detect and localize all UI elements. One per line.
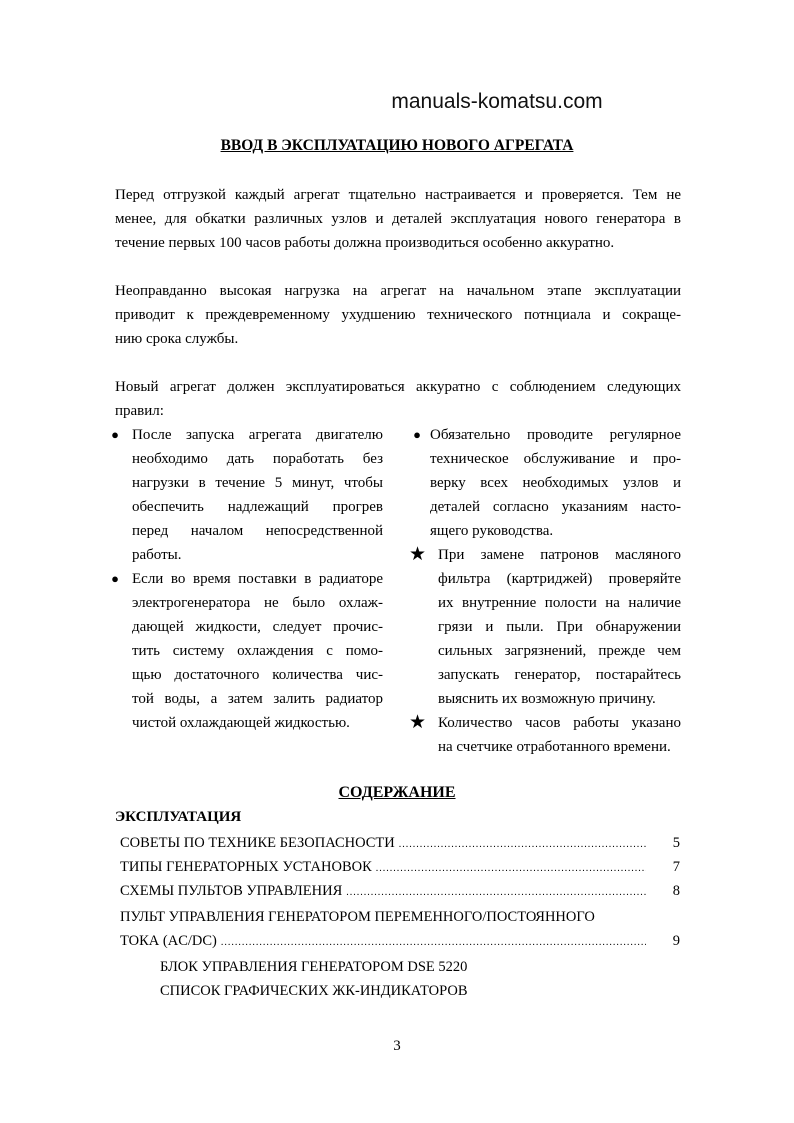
- text-line: на счетчике отработанного времени.: [438, 739, 671, 755]
- toc-entry[interactable]: [120, 831, 680, 857]
- text-line: сильных загрязнений, прежде чем: [438, 643, 681, 659]
- toc-entry[interactable]: [120, 855, 680, 881]
- text-line: обеспечить надлежащий прогрев: [132, 499, 383, 515]
- toc-entry-text: ТОКА (AC/DC): [120, 933, 217, 949]
- text-line: выяснить их возможную причину.: [438, 691, 656, 707]
- text-line: нию срока службы.: [115, 331, 239, 347]
- toc-leader: [221, 931, 646, 955]
- text-line: верку всех необходимых узлов и: [430, 475, 681, 491]
- text-line: После запуска агрегата двигателю: [132, 427, 383, 443]
- toc-subentry[interactable]: СПИСОК ГРАФИЧЕСКИХ ЖК-ИНДИКАТОРОВ: [160, 983, 468, 999]
- text-line: Неоправданно высокая нагрузка на агрегат на начальном этапе эксплуатации: [115, 283, 681, 299]
- text-line: менее, для обкатки различных узлов и деталей эксплуатация нового генератора в: [115, 211, 681, 227]
- page-title: ВВОД В ЭКСПЛУАТАЦИЮ НОВОГО АГРЕГАТА: [220, 137, 574, 154]
- toc-leader: [376, 857, 646, 881]
- text-line: тить систему охлаждения с помо-: [132, 643, 383, 659]
- text-line: необходимо дать поработать без: [132, 451, 383, 467]
- text-line: Обязательно проводите регулярное: [430, 427, 681, 443]
- text-line: Перед отгрузкой каждый агрегат тщательно настраивается и проверяется. Тем не: [115, 187, 681, 203]
- text-line: дающей жидкости, следует прочис-: [132, 619, 383, 635]
- text-line: Если во время поставки в радиаторе: [132, 571, 383, 587]
- text-line: их внутренние полости на наличие: [438, 595, 681, 611]
- toc-page: 7: [672, 859, 680, 875]
- text-line: электрогенератора не было охлаж-: [132, 595, 383, 611]
- bullet-icon: ●: [413, 427, 421, 442]
- text-line: техническое обслуживание и про-: [430, 451, 681, 467]
- toc-entry-text: ПУЛЬТ УПРАВЛЕНИЯ ГЕНЕРАТОРОМ ПЕРЕМЕННОГО/ПОСТОЯННОГО: [120, 909, 595, 925]
- text-line: той воды, а затем залить радиатор: [132, 691, 383, 707]
- text-line: работы.: [132, 547, 182, 563]
- toc-entry-long-line1[interactable]: [120, 905, 680, 929]
- star-icon: ★: [409, 544, 427, 565]
- text-line: запускать генератор, постарайтесь: [438, 667, 681, 683]
- toc-entry-text: СОВЕТЫ ПО ТЕХНИКЕ БЕЗОПАСНОСТИ: [120, 835, 395, 851]
- text-line: грязи и пыли. При обнаружении: [438, 619, 681, 635]
- toc-leader: [346, 881, 646, 905]
- text-line: чистой охлаждающей жидкостью.: [132, 715, 350, 731]
- toc-page: 5: [672, 835, 680, 851]
- toc-entry[interactable]: [120, 879, 680, 905]
- bullet-icon: ●: [111, 427, 119, 442]
- text-line: ящего руководства.: [430, 523, 554, 539]
- toc-page: 8: [672, 883, 680, 899]
- page-number: 3: [393, 1038, 401, 1054]
- toc-entry-text: ТИПЫ ГЕНЕРАТОРНЫХ УСТАНОВОК: [120, 859, 372, 875]
- contents-section: ЭКСПЛУАТАЦИЯ: [115, 809, 242, 825]
- text-line: При замене патронов масляного: [438, 547, 681, 563]
- text-line: течение первых 100 часов работы должна производиться особенно аккуратно.: [115, 235, 615, 251]
- text-line: Количество часов работы указано: [438, 715, 681, 731]
- text-line: Новый агрегат должен эксплуатироваться аккуратно с соблюдением следующих: [115, 379, 681, 395]
- text-line: фильтра (картриджей) проверяйте: [438, 571, 681, 587]
- text-line: деталей согласно указаниям насто-: [430, 499, 681, 515]
- text-line: правил:: [115, 403, 164, 419]
- text-line: щью достаточного количества чис-: [132, 667, 383, 683]
- star-icon: ★: [409, 712, 427, 733]
- watermark: manuals-komatsu.com: [391, 90, 603, 113]
- bullet-icon: ●: [111, 571, 119, 586]
- text-line: приводит к преждевременному ухудшению технического потнциала и сокраще-: [115, 307, 681, 323]
- contents-title: СОДЕРЖАНИЕ: [338, 784, 456, 801]
- toc-subentry[interactable]: БЛОК УПРАВЛЕНИЯ ГЕНЕРАТОРОМ DSE 5220: [160, 959, 468, 975]
- toc-leader: [399, 833, 646, 857]
- toc-entry-long-line2[interactable]: [120, 929, 680, 955]
- text-line: нагрузки в течение 5 минут, чтобы: [132, 475, 383, 491]
- text-line: перед началом непосредственной: [132, 523, 383, 539]
- toc-page: 9: [672, 933, 680, 949]
- toc-entry-text: СХЕМЫ ПУЛЬТОВ УПРАВЛЕНИЯ: [120, 883, 343, 899]
